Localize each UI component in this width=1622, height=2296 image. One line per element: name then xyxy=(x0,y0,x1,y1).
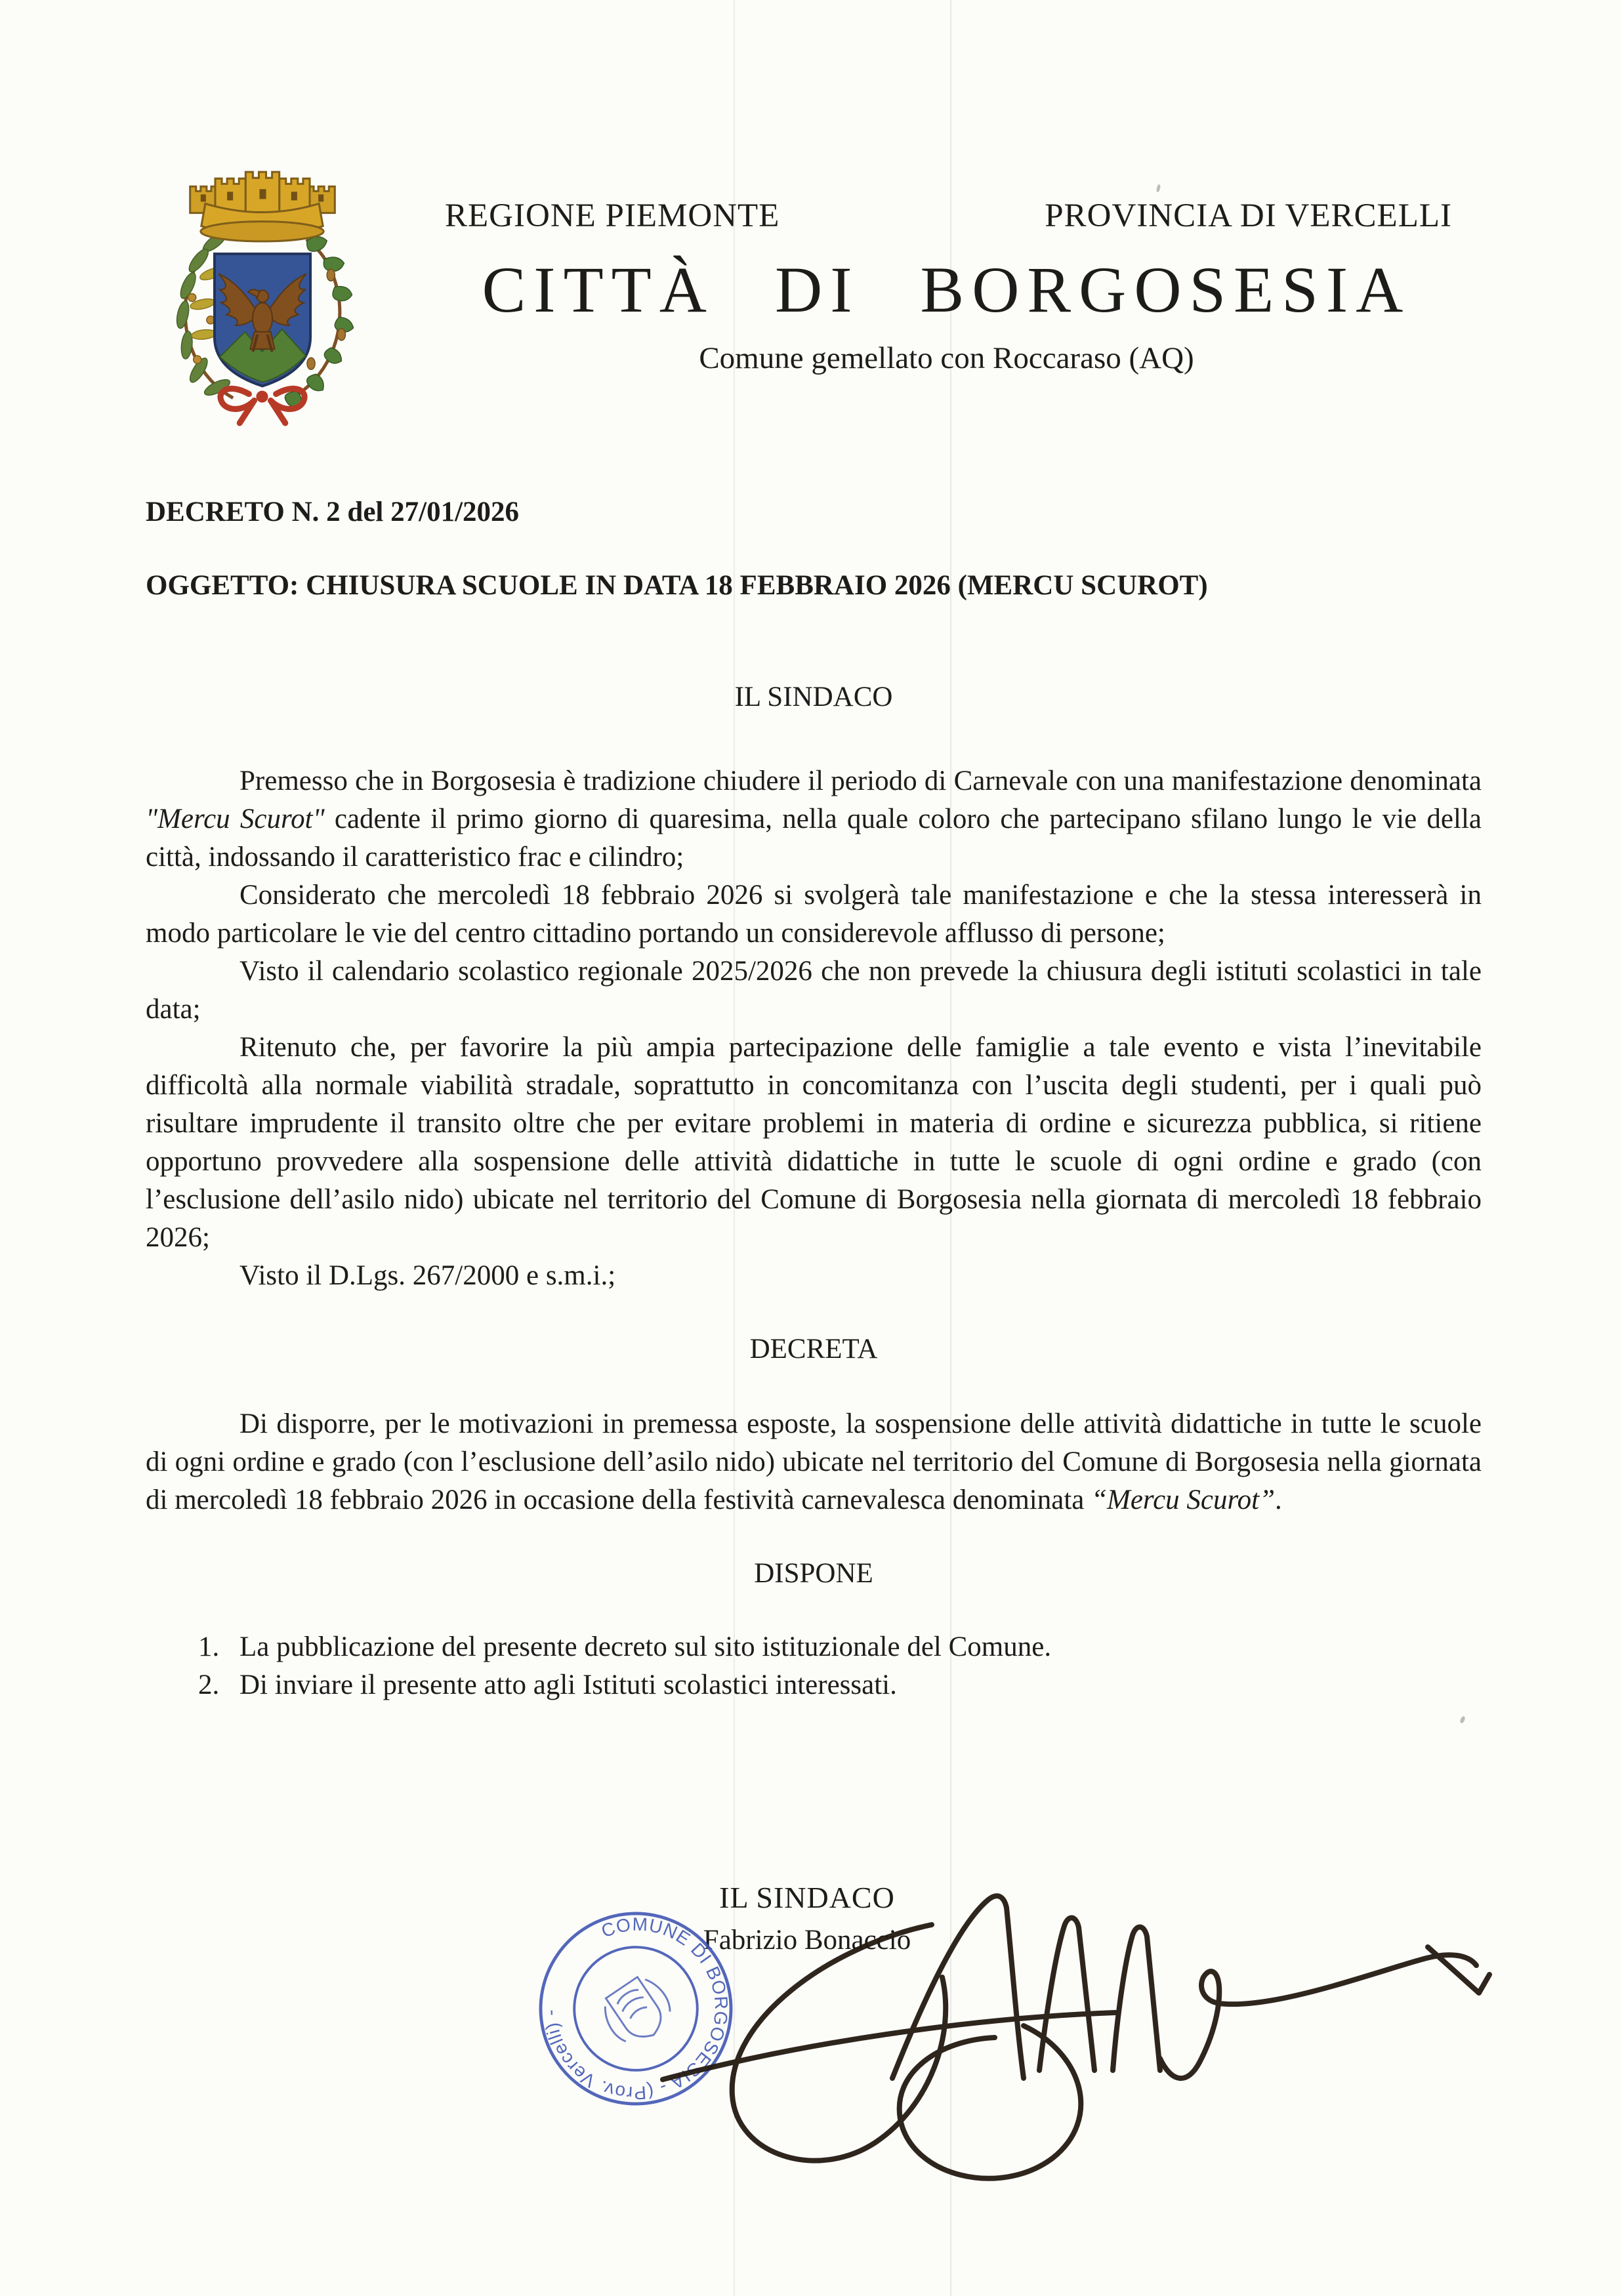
region-label: REGIONE PIEMONTE xyxy=(445,197,780,234)
heading-il-sindaco: IL SINDACO xyxy=(734,682,893,712)
letterhead xyxy=(407,197,1486,376)
list-item xyxy=(146,1666,1482,1704)
premise-1-post: cadente il primo giorno di quaresima, nella quale coloro che partecipano sfilano lungo le vie della città, indossando il caratteristico frac e cilindro; xyxy=(146,804,1482,872)
province-label: PROVINCIA DI VERCELLI xyxy=(1045,197,1452,234)
decree-subject-line: OGGETTO: CHIUSURA SCUOLE IN DATA 18 FEBBRAIO 2026 (MERCU SCUROT) xyxy=(146,570,1208,601)
premise-paragraph-3: Visto il calendario scolastico regionale 2025/2026 che non prevede la chiusura degli istituti scolastici in tale data; xyxy=(146,956,1482,1025)
premise-paragraph-2: Considerato che mercoledì 18 febbraio 2026 si svolgerà tale manifestazione e che la stessa interesserà in modo particolare le vie del centro cittadino portando un considerevole afflusso di persone; xyxy=(146,880,1482,949)
scan-speck xyxy=(1156,184,1161,193)
list-item-text: La pubblicazione del presente decreto sul sito istituzionale del Comune. xyxy=(239,1631,1052,1662)
heading-dispone: DISPONE xyxy=(754,1558,873,1589)
signer-name: Fabrizio Bonaccio xyxy=(703,1925,911,1956)
operative-pre: Di disporre, per le motivazioni in premessa esposte, la sospensione delle attività didattiche in tutte le scuole di ogni ordine e grado (con l’esclusione dell’asilo nido) ubicate nel territorio del Comune di Borgosesia nella giornata di mercoledì 18 febbraio 2026 in occasione della festività carnevalesca denominata xyxy=(146,1408,1482,1515)
mural-crown-icon xyxy=(190,172,335,241)
premise-1-pre: Premesso che in Borgosesia è tradizione chiudere il periodo di Carnevale con una manifestazione denominata xyxy=(239,766,1482,796)
twinning-note: Comune gemellato con Roccaraso (AQ) xyxy=(699,341,1194,375)
stamp-ring-text: COMUNE DI BORGOSESIA - (Prov. Vercelli) - xyxy=(540,1914,732,2104)
decree-body xyxy=(146,493,1482,1704)
city-title: CITTÀ DI BORGOSESIA xyxy=(482,253,1411,326)
signer-role: IL SINDACO xyxy=(719,1881,895,1914)
dispone-list xyxy=(146,1628,1482,1704)
list-item-number: 1. xyxy=(198,1631,220,1662)
premise-paragraph-5: Visto il D.Lgs. 267/2000 e s.m.i.; xyxy=(239,1260,616,1291)
scan-speck xyxy=(1459,1715,1466,1723)
list-item xyxy=(146,1628,1482,1666)
list-item-text: Di inviare il presente atto agli Istituti scolastici interessati. xyxy=(239,1670,897,1700)
decree-number-line: DECRETO N. 2 del 27/01/2026 xyxy=(146,497,520,527)
coat-of-arms xyxy=(148,161,377,429)
operative-post: . xyxy=(1275,1485,1282,1515)
premise-1-italic: "Mercu Scurot" xyxy=(146,804,325,834)
operative-paragraph xyxy=(146,1405,1482,1519)
heading-decreta: DECRETA xyxy=(749,1334,878,1364)
premise-paragraph-4: Ritenuto che, per favorire la più ampia partecipazione delle famiglie a tale evento e vista l’inevitabile difficoltà alla normale viabilità stradale, soprattutto in concomitanza con l’uscita degli studenti, per i quali può risultare imprudente il transito oltre che per evitare problemi in materia di ordine e sicurezza pubblica, si ritiene opportuno provvedere alla sospensione delle attività didattiche in tutte le scuole di ogni ordine e grado (con l’esclusione dell’asilo nido) ubicate nel territorio del Comune di Borgosesia nella giornata di mercoledì 18 febbraio 2026; xyxy=(146,1032,1482,1253)
list-item-number: 2. xyxy=(198,1670,220,1700)
operative-italic: “Mercu Scurot” xyxy=(1091,1485,1275,1515)
premise-paragraph-1 xyxy=(146,762,1482,876)
handwritten-signature xyxy=(564,1862,1496,2216)
